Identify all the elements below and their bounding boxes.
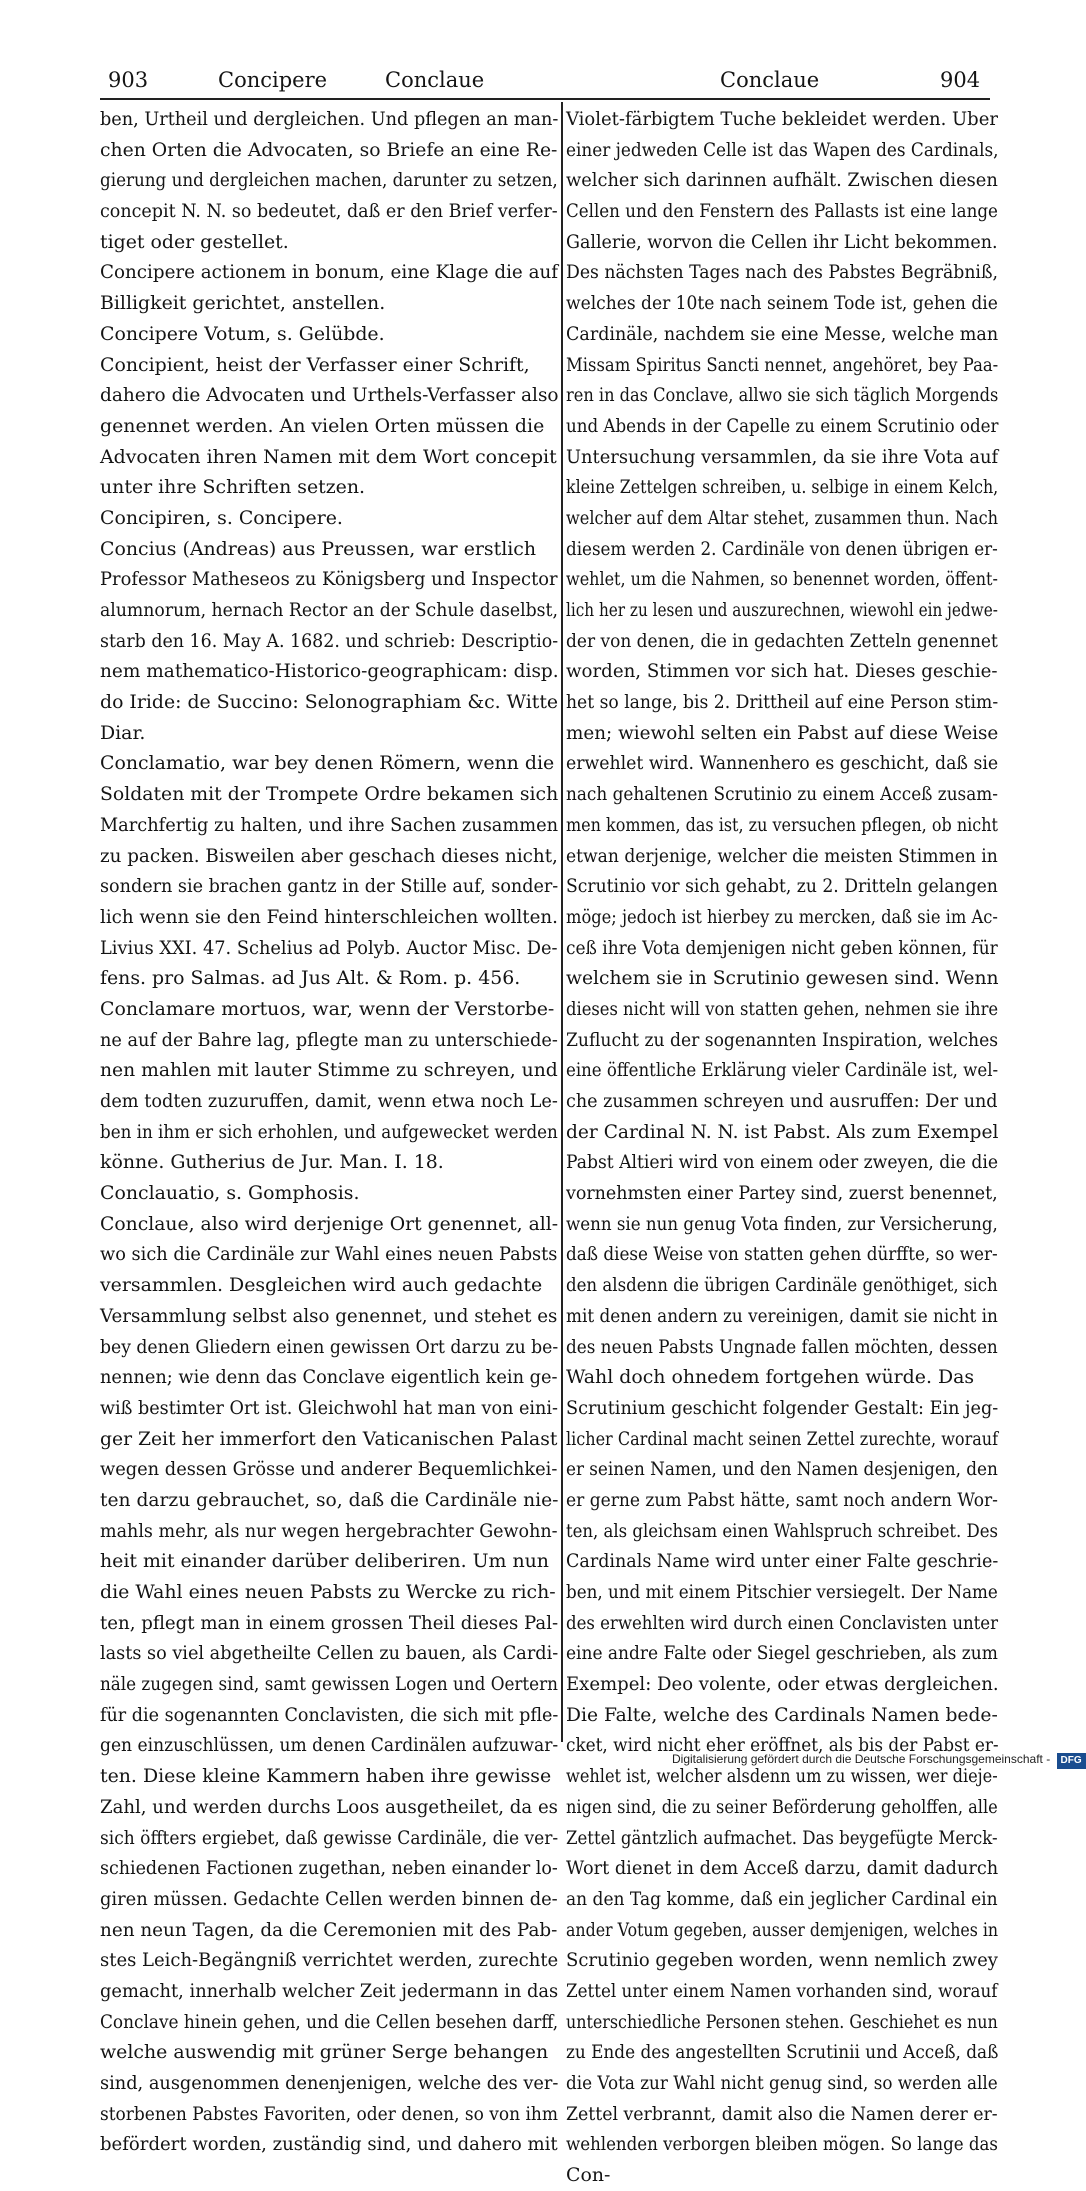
catchword-right: Conclaue	[720, 68, 820, 92]
text-line: Scrutinium geschicht folgender Gestalt: Ein jeg-	[566, 1396, 999, 1419]
text-line: Con-	[566, 2164, 611, 2187]
text-line: vornehmsten einer Partey sind, zuerst benennet,	[566, 1182, 998, 1205]
text-line: Soldaten mit der Trompete Ordre bekamen sich	[100, 783, 559, 806]
text-line: Des nächsten Tages nach des Pabstes Begräbniß,	[566, 261, 998, 284]
text-line: wegen dessen Grösse und anderer Bequemlichkei-	[100, 1458, 558, 1481]
text-line: welchem sie in Scrutinio gewesen sind. Wenn	[566, 967, 999, 990]
text-line: könne. Gutherius de Jur. Man. I. 18.	[100, 1151, 444, 1174]
catchword-left-2: Conclaue	[385, 68, 485, 92]
text-line: Zahl, und werden durchs Loos ausgetheilet, da es	[100, 1795, 558, 1818]
text-line: Untersuchung versammlen, da sie ihre Vota auf	[566, 445, 999, 468]
text-line: lasts so viel abgetheilte Cellen zu bauen, als Cardi-	[100, 1642, 559, 1665]
text-line: licher Cardinal macht seinen Zettel zurechte, worauf	[566, 1427, 999, 1450]
text-line: und Abends in der Capelle zu einem Scrutinio oder	[566, 414, 999, 437]
dfg-logo: DFG	[1057, 1753, 1086, 1769]
text-line: ne auf der Bahre lag, pflegte man zu unterschiede-	[100, 1028, 558, 1051]
text-line: tiget oder gestellet.	[100, 230, 289, 253]
text-line: welches der 10te nach seinem Tode ist, gehen die	[566, 292, 998, 315]
text-line: ten, als gleichsam einen Wahlspruch schreibet. Des	[566, 1519, 998, 1542]
text-line: nigen sind, die zu seiner Beförderung geholffen, alle	[566, 1795, 998, 1818]
catchword-left-1: Concipere	[218, 68, 328, 92]
text-line: Marchfertig zu halten, und ihre Sachen zusammen	[100, 813, 559, 836]
text-line: do Iride: de Succino: Selonographiam &c. Witte	[100, 691, 559, 714]
text-line: nen mahlen mit lauter Stimme zu schreyen, und	[100, 1059, 558, 1082]
text-line: Concius (Andreas) aus Preussen, war erstlich	[100, 537, 537, 560]
text-line: het so lange, bis 2. Drittheil auf eine Person stim-	[566, 691, 999, 714]
text-line: Zettel verbrannt, damit also die Namen derer er-	[566, 2102, 998, 2125]
text-line: cket, wird nicht eher eröffnet, als bis der Pabst er-	[566, 1734, 999, 1757]
text-line: Conclauatio, s. Gomphosis.	[100, 1182, 360, 1205]
text-line: Gallerie, worvon die Cellen ihr Licht bekommen.	[566, 230, 998, 253]
text-line: ten, pflegt man in einem grossen Theil dieses Pal-	[100, 1611, 559, 1634]
text-line: eine öffentliche Erklärung vieler Cardinäle ist, wel-	[566, 1059, 999, 1082]
text-line: Violet-färbigtem Tuche bekleidet werden. Uber	[566, 108, 998, 130]
text-line: dieses nicht will von statten gehen, nehmen sie ihre	[566, 997, 999, 1020]
right-column	[566, 104, 998, 2191]
text-line: ten darzu gebrauchet, so, daß die Cardinäle nie-	[100, 1488, 559, 1511]
text-line: welche auswendig mit grüner Serge behangen	[100, 2041, 549, 2064]
text-line: unterschiedliche Personen stehen. Geschiehet es nun	[566, 2010, 998, 2033]
text-line: Concipient, heist der Verfasser einer Schrift,	[100, 353, 530, 376]
text-line: Concipiren, s. Concipere.	[100, 506, 343, 529]
text-line: versammlen. Desgleichen wird auch gedachte	[100, 1274, 543, 1297]
text-line: ger Zeit her immerfort den Vaticanischen Palast	[100, 1427, 558, 1450]
text-line: einer jedweden Celle ist das Wapen des Cardinals,	[566, 138, 999, 161]
text-line: ander Votum gegeben, ausser demjenigen, welches in	[566, 1918, 999, 1941]
text-line: ren in das Conclave, allwo sie sich täglich Morgends	[566, 384, 999, 407]
text-line: wenn sie nun genug Vota finden, zur Versicherung,	[566, 1212, 998, 1235]
text-line: welcher auf dem Altar stehet, zusammen thun. Nach	[566, 506, 998, 529]
text-line: stes Leich-Begängniß verrichtet werden, zurechte	[100, 1949, 559, 1972]
text-line: Conclave hinein gehen, und die Cellen besehen darff,	[100, 2010, 559, 2033]
text-line: nach gehaltenen Scrutinio zu einem Acceß zusam-	[566, 783, 998, 806]
text-line: alumnorum, hernach Rector an der Schule daselbst,	[100, 599, 558, 621]
text-line: die Wahl eines neuen Pabsts zu Wercke zu rich-	[100, 1581, 556, 1603]
text-line: wehlenden verborgen bleiben mögen. So lange das	[566, 2133, 998, 2156]
text-line: des erwehlten wird durch einen Conclavisten unter	[566, 1611, 999, 1634]
text-line: Cardinäle, nachdem sie eine Messe, welche man	[566, 322, 999, 345]
left-column	[100, 104, 558, 2160]
text-line: Zuflucht zu der sogenannten Inspiration, welches	[566, 1028, 999, 1051]
text-line: genennet werden. An vielen Orten müssen die	[100, 414, 545, 437]
text-line: fens. pro Salmas. ad Jus Alt. & Rom. p. 456.	[100, 967, 521, 990]
text-line: Concipere Votum, s. Gelübde.	[100, 322, 385, 345]
text-line: concepit N. N. so bedeutet, daß er den Brief verfer-	[100, 200, 558, 223]
text-line: ten. Diese kleine Kammern haben ihre gewisse	[100, 1765, 552, 1788]
text-line: näle zugegen sind, samt gewissen Logen und Oertern	[100, 1673, 558, 1696]
text-line: Versammlung selbst also genennet, und stehet es	[100, 1304, 558, 1327]
text-line: lich her zu lesen und auszurechnen, wiewohl ein jedwe-	[566, 599, 998, 621]
text-line: Wahl doch ohnedem fortgehen würde. Das	[566, 1366, 975, 1389]
text-line: unter ihre Schriften setzen.	[100, 476, 366, 499]
text-line: Cardinals Name wird unter einer Falte geschrie-	[566, 1550, 999, 1573]
text-line: giren müssen. Gedachte Cellen werden binnen de-	[100, 1887, 558, 1910]
text-line: wiß bestimter Ort ist. Gleichwohl hat man von eini-	[100, 1396, 558, 1419]
text-line: wehlet ist, welcher alsdenn um zu wissen, wer dieje-	[566, 1765, 998, 1788]
text-line: Missam Spiritus Sancti nennet, angehöret, bey Paa-	[566, 353, 999, 376]
text-line: schiedenen Factionen zugethan, neben einander lo-	[100, 1857, 558, 1880]
text-line: ben in ihm er sich erhohlen, und aufgewecket werden	[100, 1120, 558, 1143]
text-line: Zettel gäntzlich aufmachet. Das beygefügte Merck-	[566, 1826, 998, 1849]
text-line: Cellen und den Fenstern des Pallasts ist eine lange	[566, 200, 998, 223]
text-line: nennen; wie denn das Conclave eigentlich kein ge-	[100, 1366, 558, 1389]
text-line: nen neun Tagen, da die Ceremonien mit des Pab-	[100, 1918, 558, 1941]
text-line: Scrutinio gegeben worden, wenn nemlich zwey	[566, 1949, 998, 1972]
text-line: wo sich die Cardinäle zur Wahl eines neuen Pabsts	[100, 1243, 558, 1266]
text-line: Conclamatio, war bey denen Römern, wenn die	[100, 752, 555, 775]
text-line: Wort dienet in dem Acceß darzu, damit dadurch	[566, 1857, 999, 1880]
text-line: sind, ausgenommen denenjenigen, welche des ver-	[100, 2072, 559, 2094]
text-line: gierung und dergleichen machen, darunter zu setzen,	[100, 169, 558, 192]
running-header	[100, 66, 995, 100]
text-line: daß diese Weise von statten gehen dürffte, so wer-	[566, 1243, 998, 1266]
text-line: zu packen. Bisweilen aber geschach dieses nicht,	[100, 844, 558, 867]
text-line: zu Ende des angestellten Scrutinii und Acceß, daß	[566, 2041, 999, 2064]
page-number-left: 903	[108, 68, 149, 92]
text-line: eine andre Falte oder Siegel geschrieben, als zum	[566, 1642, 998, 1665]
header-rule	[100, 98, 990, 100]
text-line: Concipere actionem in bonum, eine Klage die auf	[100, 261, 559, 284]
page-number-right: 904	[940, 68, 981, 92]
text-line: men; wiewohl selten ein Pabst auf diese Weise	[566, 721, 999, 744]
footer-text: Digitalisierung gefördert durch die Deutsche Forschungsgemeinschaft -	[672, 1752, 1051, 1766]
text-line: storbenen Pabstes Favoriten, oder denen, so von ihm	[100, 2102, 559, 2125]
text-line: der Cardinal N. N. ist Pabst. Als zum Exempel	[566, 1120, 999, 1143]
text-line: ben, und mit einem Pitschier versiegelt. Der Name	[566, 1581, 998, 1603]
text-line: che zusammen schreyen und ausruffen: Der und	[566, 1090, 998, 1112]
text-line: er gerne zum Pabst hätte, samt noch andern Wor-	[566, 1488, 998, 1511]
text-line: Advocaten ihren Namen mit dem Wort concepit	[100, 445, 557, 468]
text-line: kleine Zettelgen schreiben, u. selbige in einem Kelch,	[566, 476, 999, 499]
text-line: gen einzuschlüssen, um denen Cardinälen aufzuwar-	[100, 1734, 559, 1757]
text-line: sich öffters ergiebet, daß gewisse Cardinäle, die ver-	[100, 1826, 559, 1849]
text-line: chen Orten die Advocaten, so Briefe an eine Re-	[100, 138, 558, 161]
text-line: sondern sie brachen gantz in der Stille auf, sonder-	[100, 875, 559, 898]
text-line: mit denen andern zu vereinigen, damit sie nicht in	[566, 1304, 998, 1327]
text-line: an den Tag komme, daß ein jeglicher Cardinal ein	[566, 1887, 998, 1910]
text-line: für die sogenannten Conclavisten, die sich mit pfle-	[100, 1703, 559, 1726]
text-line: mahls mehr, als nur wegen hergebrachter Gewohn-	[100, 1519, 558, 1542]
text-line: Conclaue, also wird derjenige Ort genennet, all-	[100, 1212, 559, 1235]
text-line: Scrutinio vor sich gehabt, zu 2. Dritteln gelangen	[566, 875, 998, 898]
text-line: Exempel: Deo volente, oder etwas dergleichen.	[566, 1673, 999, 1696]
text-line: Conclamare mortuos, war, wenn der Verstorbe-	[100, 997, 555, 1020]
text-line: Pabst Altieri wird von einem oder zweyen, die die	[566, 1151, 998, 1174]
footer-credit	[672, 1750, 1082, 1772]
text-line: gemacht, innerhalb welcher Zeit jedermann in das	[100, 1979, 559, 2002]
text-line: Diar.	[100, 721, 146, 744]
column-divider	[561, 102, 563, 1742]
text-line: lich wenn sie den Feind hinterschleichen wollten.	[100, 905, 558, 928]
text-line: worden, Stimmen vor sich hat. Dieses geschie-	[566, 660, 998, 683]
text-line: der von denen, die in gedachten Zetteln genennet	[566, 629, 998, 652]
text-line: dem todten zuzuruffen, damit, wenn etwa noch Le-	[100, 1090, 558, 1112]
text-line: möge; jedoch ist hierbey zu mercken, daß sie im Ac-	[566, 905, 998, 928]
text-line: men kommen, das ist, zu versuchen pflegen, ob nicht	[566, 813, 998, 836]
text-line: ceß ihre Vota demjenigen nicht geben können, für	[566, 936, 998, 959]
text-line: den alsdenn die übrigen Cardinäle genöthiget, sich	[566, 1274, 998, 1297]
text-line: Billigkeit gerichtet, anstellen.	[100, 292, 386, 315]
text-line: heit mit einander darüber deliberiren. Um nun	[100, 1550, 549, 1573]
text-line: diesem werden 2. Cardinäle von denen übrigen er-	[566, 537, 998, 560]
text-line: starb den 16. May A. 1682. und schrieb: Descriptio-	[100, 629, 559, 652]
text-line: ben, Urtheil und dergleichen. Und pflegen an man-	[100, 108, 559, 130]
text-line: dahero die Advocaten und Urthels-Verfasser also	[100, 384, 559, 407]
text-line: befördert worden, zuständig sind, und dahero mit	[100, 2133, 558, 2156]
text-line: die Vota zur Wahl nicht genug sind, so werden alle	[566, 2072, 998, 2094]
text-line: etwan derjenige, welcher die meisten Stimmen in	[566, 844, 998, 867]
text-line: Professor Matheseos zu Königsberg und Inspector	[100, 568, 558, 591]
text-line: Die Falte, welche des Cardinals Namen bede-	[566, 1703, 998, 1726]
text-line: Zettel unter einem Namen vorhanden sind, worauf	[566, 1979, 998, 2002]
text-line: nem mathematico-Historico-geographicam: disp.	[100, 660, 559, 683]
text-line: welcher sich darinnen aufhält. Zwischen diesen	[566, 169, 998, 192]
text-line: Livius XXI. 47. Schelius ad Polyb. Auctor Misc. De-	[100, 936, 558, 959]
text-line: wehlet, um die Nahmen, so benennet worden, öffent-	[566, 568, 998, 591]
text-line: er seinen Namen, und den Namen desjenigen, den	[566, 1458, 998, 1481]
text-line: des neuen Pabsts Ungnade fallen möchten, dessen	[566, 1335, 998, 1358]
text-line: erwehlet wird. Wannenhero es geschicht, daß sie	[566, 752, 999, 775]
text-line: bey denen Gliedern einen gewissen Ort darzu zu be-	[100, 1335, 559, 1358]
